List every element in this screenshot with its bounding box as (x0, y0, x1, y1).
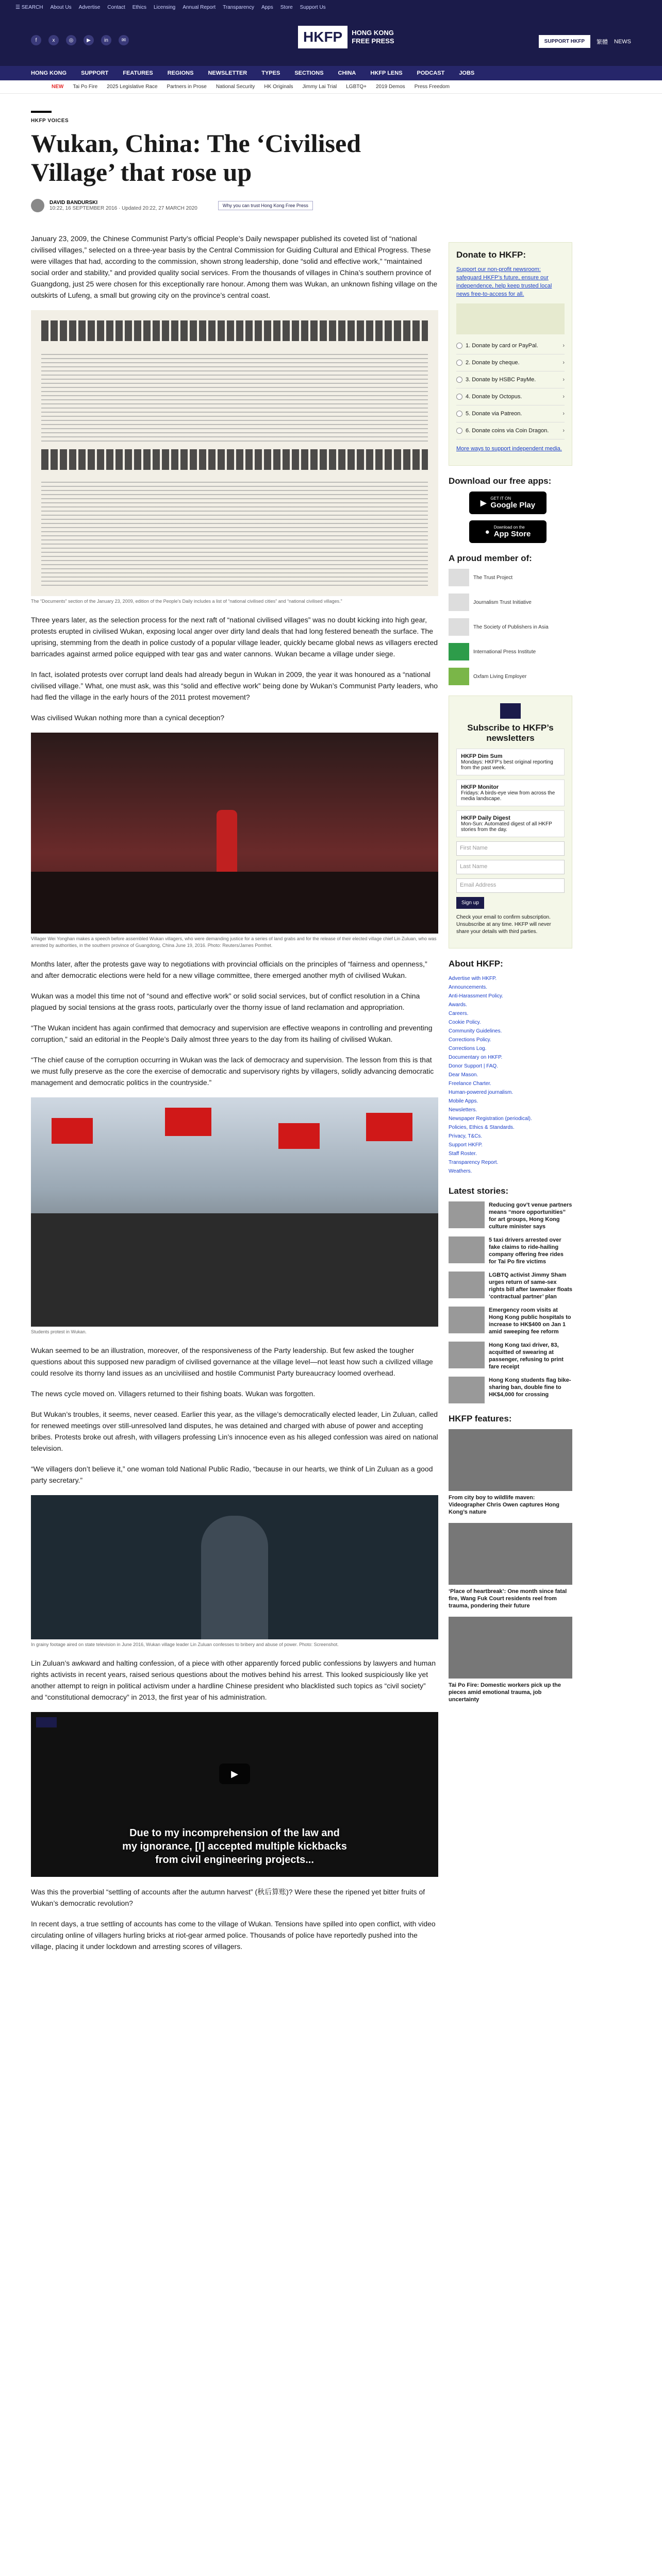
facebook-icon[interactable]: f (31, 35, 41, 45)
paragraph: Was civilised Wukan nothing more than a cynical deception? (31, 714, 225, 722)
nav-hong-kong[interactable]: HONG KONG (31, 70, 67, 76)
trending-link[interactable]: National Security (216, 84, 255, 90)
logo-box: HKFP (298, 26, 347, 48)
about-link[interactable]: Newsletters. (449, 1107, 477, 1113)
newspaper-image (31, 310, 438, 596)
about-link[interactable]: Policies, Ethics & Standards. (449, 1125, 515, 1130)
protest-photo (31, 1097, 438, 1327)
latest-story[interactable]: Hong Kong taxi driver, 83, acquitted of swearing at passenger, refusing to print fare receipt (449, 1342, 572, 1370)
features-widget (449, 1414, 572, 1703)
donate-option[interactable]: 3. Donate by HSBC PayMe. › (456, 371, 565, 388)
apple-icon: ● (485, 527, 490, 536)
figure-caption: Villager Wei Yonghan makes a speech before assembled Wukan villagers, who were demanding justice for a series of land grabs and for the release of their elected village chief Lin Zuluan, who was arrested by authorities, in the southern province of Guangdong, China June 19, 2016. Photo: Reuters/James Pomfret. (31, 936, 437, 948)
about-link[interactable]: Announcements. (449, 985, 488, 990)
newsletter-option[interactable]: HKFP Monitor Fridays: A birds-eye view from across the media landscape. (456, 779, 565, 806)
nav-support[interactable]: SUPPORT (81, 70, 109, 76)
nav-newsletter[interactable]: NEWSLETTER (208, 70, 247, 76)
donate-text[interactable]: Support our non-profit newsroom: safeguard HKFP’s future, ensure our independence, help keep trusted local news free-to-access for all. (456, 266, 552, 297)
video-embed[interactable] (31, 1712, 438, 1877)
features-title: HKFP features: (449, 1414, 512, 1423)
linkedin-icon[interactable]: in (101, 35, 111, 45)
trending-link[interactable]: 2019 Demos (375, 84, 405, 90)
sidebar (449, 242, 572, 1710)
figure-newspaper (31, 310, 438, 605)
instagram-icon[interactable]: ◎ (66, 35, 76, 45)
app-store-button[interactable]: ● Download on the App Store (469, 520, 547, 543)
chevron-right-icon: › (562, 360, 565, 366)
paragraph: “We villagers don’t believe it,” one woman told National Public Radio, “because in our hearts, we think of Lin Zuluan as a good party secretary.” (31, 1465, 433, 1484)
paragraph: Lin Zuluan’s awkward and halting confession, of a piece with other apparently forced public confessions by lawyers and human rights activists in recent years, raised serious questions about the motives behind his arrest. This looked suspiciously like yet another attempt to reign in political activism under a hardline Chinese president who blacklisted such topics as “civil society” and “constitutional democracy” in 2013, the first year of his administration. (31, 1659, 436, 1701)
radio-icon (456, 394, 462, 400)
news-link[interactable]: NEWS (614, 38, 631, 45)
topbar-link-about[interactable]: About Us (50, 4, 72, 10)
members-title: A proud member of: (449, 553, 532, 563)
donate-option[interactable]: 6. Donate coins via Coin Dragon. › (456, 422, 565, 439)
member-logo[interactable]: Oxfam Living Employer (449, 668, 572, 685)
nav-hkfp-lens[interactable]: HKFP LENS (370, 70, 403, 76)
donate-title: Donate to HKFP: (456, 250, 526, 260)
nav-regions[interactable]: REGIONS (167, 70, 194, 76)
trending-link[interactable]: Tai Po Fire (73, 84, 98, 90)
nav-jobs[interactable]: JOBS (459, 70, 475, 76)
about-link[interactable]: Documentary on HKFP. (449, 1055, 503, 1060)
about-widget (449, 959, 572, 1176)
topbar-link-apps[interactable]: Apps (261, 4, 273, 10)
new-badge: NEW (52, 84, 64, 90)
feature-story[interactable]: From city boy to wildlife maven: Videographer Chris Owen captures Hong Kong’s nature (449, 1429, 572, 1516)
about-link[interactable]: Staff Roster. (449, 1151, 477, 1157)
apps-title: Download our free apps: (449, 476, 552, 486)
radio-icon (456, 411, 462, 417)
trending-link[interactable]: LGBTQ+ (346, 84, 367, 90)
about-link[interactable]: Community Guidelines. (449, 1028, 502, 1034)
topbar-link-annual-report[interactable]: Annual Report (183, 4, 216, 10)
figure-caption: In grainy footage aired on state television in June 2016, Wukan village leader Lin Zuluan confesses to bribery and abuse of power. Photo: Screenshot. (31, 1642, 339, 1647)
topbar-link-store[interactable]: Store (280, 4, 293, 10)
paragraph: In fact, isolated protests over corrupt land deals had already begun in Wukan in 2009, the year it was honoured as a “national civilised village.” What, one must ask, was this “solid and effective work” being done by Wukan’s Communist Party leaders, who had fled the village in the early hours of the 2011 protest movement? (31, 670, 438, 701)
radio-icon (456, 360, 462, 366)
figure-speech (31, 733, 438, 949)
trust-link[interactable]: Why you can trust Hong Kong Free Press (218, 201, 313, 210)
newsletter-widget (449, 696, 572, 948)
paragraph: The news cycle moved on. Villagers returned to their fishing boats. Wukan was forgotten. (31, 1389, 316, 1398)
about-link[interactable]: Anti-Harassment Policy. (449, 993, 503, 999)
figure-protest (31, 1097, 438, 1335)
nav-features[interactable]: FEATURES (123, 70, 153, 76)
donate-more-link[interactable]: More ways to support independent media. (456, 446, 562, 452)
member-logo[interactable]: The Society of Publishers in Asia (449, 618, 572, 636)
about-link[interactable]: Corrections Log. (449, 1046, 487, 1052)
chevron-right-icon: › (562, 343, 565, 349)
video-player[interactable] (31, 1712, 438, 1877)
latest-story[interactable]: Hong Kong students flag bike-sharing ban, double fine to HK$4,000 for crossing (449, 1377, 572, 1403)
about-link[interactable]: Cookie Policy. (449, 1020, 481, 1025)
latest-title: Latest stories: (449, 1186, 509, 1196)
site-header (0, 14, 662, 66)
play-store-icon: ▶ (480, 499, 487, 507)
support-button[interactable]: SUPPORT HKFP (539, 35, 590, 48)
chevron-right-icon: › (562, 394, 565, 400)
trending-bar (0, 80, 662, 94)
radio-icon (456, 377, 462, 383)
chevron-right-icon: › (562, 428, 565, 434)
radio-icon (456, 343, 462, 349)
donate-option[interactable]: 4. Donate by Octopus. › (456, 388, 565, 405)
paragraph: Three years later, as the selection process for the next raft of “national civilised villages” was no doubt kicking into high gear, protests erupted in civilised Wukan, exposing local anger over dirty land deals that had long festered beneath the surface. The uprising, stemming from the death in police custody of a popular village leader, quickly became global news as villagers erected barricades against armed police equipped with tear gas and water cannons. Wukan became a village under siege. (31, 616, 438, 658)
feature-story[interactable]: Tai Po Fire: Domestic workers pick up the pieces amid emotional trauma, job uncertainty (449, 1617, 572, 1703)
article-date: 10:22, 16 SEPTEMBER 2016 · Updated 20:22, 27 MARCH 2020 (49, 206, 197, 211)
kicker-rule (31, 111, 52, 113)
member-logo[interactable]: The Trust Project (449, 569, 572, 586)
paragraph: “The chief cause of the corruption occurring in Wukan was the lack of democracy and supervision. The lesson from this is that we must fully preserve as the core the exercise of democratic and supervisory rights by villagers, solidly advancing democratic management and democratic politics in the countryside.” (31, 1056, 434, 1087)
paragraph: Wukan seemed to be an illustration, moreover, of the responsiveness of the Party leadership. But few asked the tougher questions about this supposed new paradigm of civilised governance at the village level—not least how such a civilized village could resolve its thorny land issues as an unciviliised and hostile Communist Party bureaucracy loomed overhead. (31, 1346, 433, 1377)
about-link[interactable]: Corrections Policy. (449, 1037, 491, 1043)
about-link[interactable]: Weathers. (449, 1168, 472, 1174)
logo-line2: FREE PRESS (352, 37, 394, 45)
about-link[interactable]: Support HKFP. (449, 1142, 483, 1148)
newsletter-title: Subscribe to HKFP’s newsletters (467, 723, 554, 743)
topbar-link-advertise[interactable]: Advertise (78, 4, 101, 10)
youtube-icon[interactable]: ▶ (84, 35, 94, 45)
about-link[interactable]: Dear Mason. (449, 1072, 478, 1078)
donate-banner (456, 303, 565, 334)
nav-sections[interactable]: SECTIONS (294, 70, 324, 76)
paragraph: But Wukan’s troubles, it seems, never ceased. Earlier this year, as the village’s democratically elected leader, Lin Zuluan, called for renewed meetings over still-unresolved land disputes, he was detained and charged with abuse of power and accepting bribes. Protests broke out afresh, with villagers professing Lin’s innocence even as his alleged confession was aired on national television. (31, 1410, 438, 1452)
trending-link[interactable]: HK Originals (264, 84, 293, 90)
site-logo[interactable] (298, 26, 394, 48)
signup-button[interactable]: Sign up (456, 897, 484, 909)
paragraph: In recent days, a true settling of accounts has come to the village of Wukan. Tensions have spilled into open conflict, with video circulating online of villagers hurling bricks at riot-gear armed police. Thousands of police have reportedly pushed into the village, placing it under lockdown and arresting scores of villagers. (31, 1920, 436, 1951)
feature-story[interactable]: ‘Place of heartbreak’: One month since fatal fire, Wang Fuk Court residents reel from trauma, pondering their future (449, 1523, 572, 1609)
chevron-right-icon: › (562, 411, 565, 417)
main-nav (0, 66, 662, 80)
figure-caption: The “Documents” section of the January 23, 2009, edition of the People’s Daily includes a list of “national civilised cities” and “national civilised villages.” (31, 599, 342, 604)
member-logo[interactable]: International Press Institute (449, 643, 572, 660)
newsletter-note: Check your email to confirm subscription. Unsubscribe at any time. HKFP will never share your details with third parties. (456, 914, 551, 935)
social-icons (31, 35, 129, 45)
about-link[interactable]: Human-powered journalism. (449, 1090, 514, 1095)
donate-widget (449, 242, 572, 466)
donate-option[interactable]: 5. Donate via Patreon. › (456, 405, 565, 422)
chevron-right-icon: › (562, 377, 565, 383)
nav-china[interactable]: CHINA (338, 70, 356, 76)
about-link[interactable]: Careers. (449, 1011, 469, 1016)
donate-option[interactable]: 2. Donate by cheque. › (456, 354, 565, 371)
paragraph: Was this the proverbial “settling of accounts after the autumn harvest” (秋后算账)? Were these the ripened yet bitter fruits of Wukan’s democratic revolution? (31, 1888, 425, 1907)
latest-story[interactable]: Emergency room visits at Hong Kong public hospitals to increase to HK$400 on Jan 1 amid sweeping fee reform (449, 1307, 572, 1335)
paragraph: Months later, after the protests gave way to negotiations with provincial officials on the principles of “fairness and openness,” and after democratic elections were held for a new village committee, there emerged another myth of civilised Wukan. (31, 960, 427, 979)
about-link[interactable]: Advertise with HKFP. (449, 976, 497, 981)
about-link[interactable]: Awards. (449, 1002, 467, 1008)
author-name[interactable]: DAVID BANDURSKI (49, 200, 98, 206)
figure-confession (31, 1495, 438, 1648)
topbar-link-contact[interactable]: Contact (107, 4, 125, 10)
confession-screenshot (31, 1495, 438, 1639)
newsletter-option[interactable]: HKFP Daily Digest Mon-Sun: Automated digest of all HKFP stories from the day. (456, 810, 565, 837)
about-link[interactable]: Newspaper Registration (periodical). (449, 1116, 532, 1122)
topbar-link-ethics[interactable]: Ethics (132, 4, 146, 10)
hkfp-badge (500, 703, 521, 719)
email-field[interactable]: Email Address (456, 878, 565, 893)
article-kicker[interactable]: HKFP VOICES (31, 118, 69, 124)
google-play-button[interactable]: ▶ GET IT ON Google Play (469, 492, 547, 514)
about-link[interactable]: Donor Support | FAQ. (449, 1063, 498, 1069)
last-name-field[interactable]: Last Name (456, 860, 565, 874)
newsletter-option[interactable]: HKFP Dim Sum Mondays: HKFP’s best original reporting from the past week. (456, 749, 565, 775)
byline (31, 199, 438, 212)
latest-story[interactable]: Reducing gov’t venue partners means “more opportunities” for art groups, Hong Kong culture minister says (449, 1201, 572, 1230)
topbar-link-support[interactable]: Support Us (300, 4, 326, 10)
about-title: About HKFP: (449, 959, 503, 969)
latest-story[interactable]: 5 taxi drivers arrested over fake claims to ride-hailing company offering free rides for Tai Po fire victims (449, 1236, 572, 1265)
trending-link[interactable]: Jimmy Lai Trial (302, 84, 337, 90)
logo-line1: HONG KONG (352, 29, 394, 37)
about-link[interactable]: Mobile Apps. (449, 1098, 478, 1104)
about-link[interactable]: Transparency Report. (449, 1160, 499, 1165)
latest-widget (449, 1186, 572, 1403)
member-logo[interactable]: Journalism Trust Initiative (449, 594, 572, 611)
nav-podcast[interactable]: PODCAST (417, 70, 445, 76)
article-title: Wukan, China: The ‘Civilised Village’ that rose up (31, 129, 361, 187)
article (31, 111, 438, 1961)
trending-link[interactable]: Partners in Prose (167, 84, 207, 90)
search-link[interactable]: ☰ SEARCH (15, 4, 43, 10)
play-icon[interactable]: ▶ (219, 1764, 250, 1784)
figure-caption: Students protest in Wukan. (31, 1329, 87, 1334)
about-link[interactable]: Freelance Charter. (449, 1081, 491, 1087)
paragraph: January 23, 2009, the Chinese Communist Party’s official People’s Daily newspaper published its coveted list of “national civilised villages,” selected on a three-year basis by the Central Commission for Guiding Cultural and Ethical Progress. These were villages that had, according to the commission, shown strong leadership, done “solid and effective work,” “maintained social order and stability,” and provided quality social services. From the thousands of villages in China’s southern province of Guangdong, just 25 were chosen for this exceptionally rare honour. Among them was Wukan, an unknown fishing village on the outskirts of Lufeng, a small but growing city on the province’s central coast. (31, 234, 438, 299)
article-body (31, 233, 438, 1952)
paragraph: “The Wukan incident has again confirmed that democracy and supervision are effective weapons in controlling and preventing corruption,” said an editorial in the People’s Daily almost three years to the day from its hailing of civilised Wukan. (31, 1024, 433, 1043)
video-subtitle: my ignorance, [I] accepted multiple kickbacks (122, 1841, 347, 1852)
speech-photo (31, 733, 438, 934)
apps-widget (449, 476, 572, 543)
about-link[interactable]: Privacy, T&Cs. (449, 1133, 483, 1139)
topbar-link-licensing[interactable]: Licensing (153, 4, 176, 10)
trending-link[interactable]: Press Freedom (414, 84, 450, 90)
language-link[interactable]: 繁體 (597, 39, 608, 45)
video-subtitle: Due to my incomprehension of the law and (129, 1827, 340, 1839)
video-subtitle: from civil engineering projects... (155, 1854, 314, 1866)
x-icon[interactable]: x (48, 35, 59, 45)
members-widget (449, 553, 572, 685)
topbar-link-transparency[interactable]: Transparency (223, 4, 254, 10)
first-name-field[interactable]: First Name (456, 841, 565, 856)
top-bar (0, 0, 662, 14)
radio-icon (456, 428, 462, 434)
paragraph: Wukan was a model this time not of “sound and effective work” or solid social services, but of conflict resolution in a China plagued by social tensions at the grass roots, particularly over the thorny issue of land reclamation and appropriation. (31, 992, 420, 1011)
latest-story[interactable]: LGBTQ activist Jimmy Sham urges return of same-sex rights bill after lawmaker floats ‘contractual partner’ plan (449, 1272, 572, 1300)
author-avatar (31, 199, 44, 212)
nav-types[interactable]: TYPES (261, 70, 280, 76)
trending-link[interactable]: 2025 Legislative Race (107, 84, 158, 90)
donate-option[interactable]: 1. Donate by card or PayPal. › (456, 337, 565, 354)
mail-icon[interactable]: ✉ (119, 35, 129, 45)
